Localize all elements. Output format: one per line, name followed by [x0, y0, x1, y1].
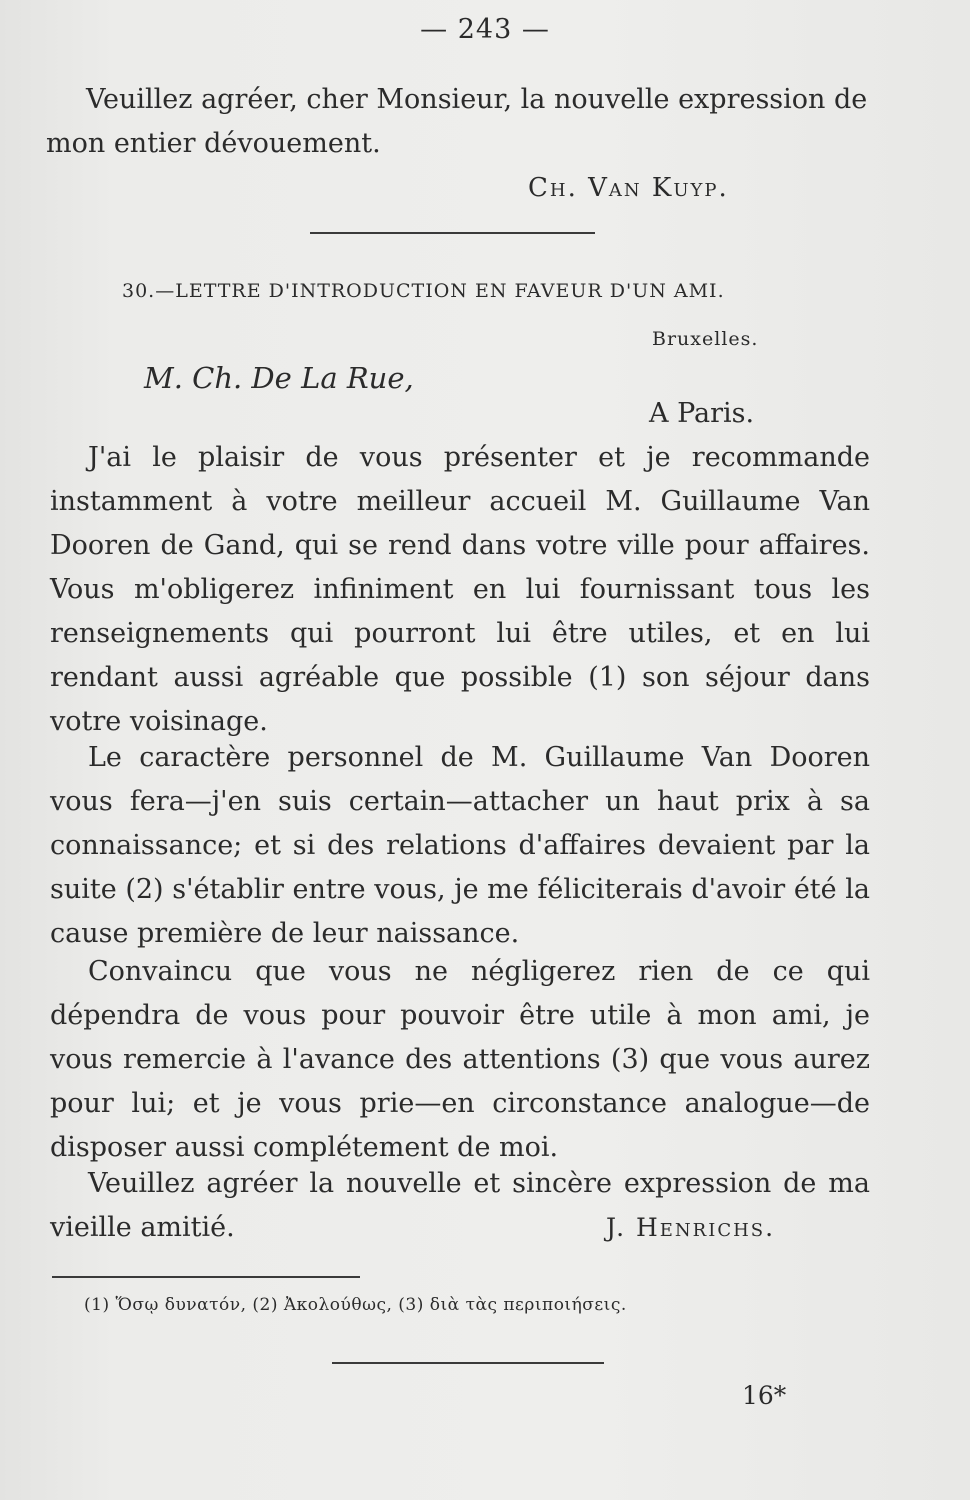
signature-van-kuyp: Ch. Van Kuyp.: [528, 173, 729, 203]
closing-line-1: Veuillez agréer, cher Monsieur, la nouvelle expression de: [86, 84, 868, 115]
letter-heading: 30.—LETTRE D'INTRODUCTION EN FAVEUR D'UN AMI.: [122, 280, 725, 302]
letter-place: Bruxelles.: [652, 328, 759, 350]
page-number: — 243 —: [420, 14, 550, 45]
footnote-rule: [52, 1276, 360, 1278]
closing-line-2: mon entier dévouement.: [46, 128, 381, 159]
letter-paragraph-3: Convaincu que vous ne négligerez rien de ce qui dépendra de vous pour pouvoir être utile à mon ami, je vous remercie à l'avance des attentions (3) que vous aurez pour lui; et je vous prie—en circonstance analogue—de disposer aussi complétement de moi.: [50, 956, 870, 1163]
letter-paragraph-2: Le caractère personnel de M. Guillaume Van Dooren vous fera—j'en suis certain—attacher un haut prix à sa connaissance; et si des relations d'affaires devaient par la suite (2) s'établir entre vous, je me féliciterais d'avoir été la cause première de leur naissance.: [50, 742, 870, 949]
bottom-divider: [332, 1362, 604, 1364]
signature-mark: 16*: [742, 1381, 787, 1410]
letter-address: A Paris.: [649, 398, 755, 429]
letter-paragraph-4: Veuillez agréer la nouvelle et sincère expression de ma vieille amitié.: [50, 1168, 870, 1243]
signature-henrichs: J. Henrichs.: [606, 1213, 776, 1242]
letter-paragraph-1: J'ai le plaisir de vous présenter et je recommande instamment à votre meilleur accueil M. Guillaume Van Dooren de Gand, qui se rend dans votre ville pour affaires. Vous m'obligerez infiniment en lui fournissant tous les renseignements qui pourront lui être utiles, et en lui rendant aussi agréable que possible (1) son séjour dans votre voisinage.: [50, 442, 870, 737]
footnote: (1) Ὅσῳ δυνατόν, (2) Ἀκολούθως, (3) διὰ τὰς περιποιήσεις.: [84, 1295, 627, 1315]
section-divider: [310, 232, 595, 234]
letter-addressee: M. Ch. De La Rue,: [144, 361, 414, 395]
